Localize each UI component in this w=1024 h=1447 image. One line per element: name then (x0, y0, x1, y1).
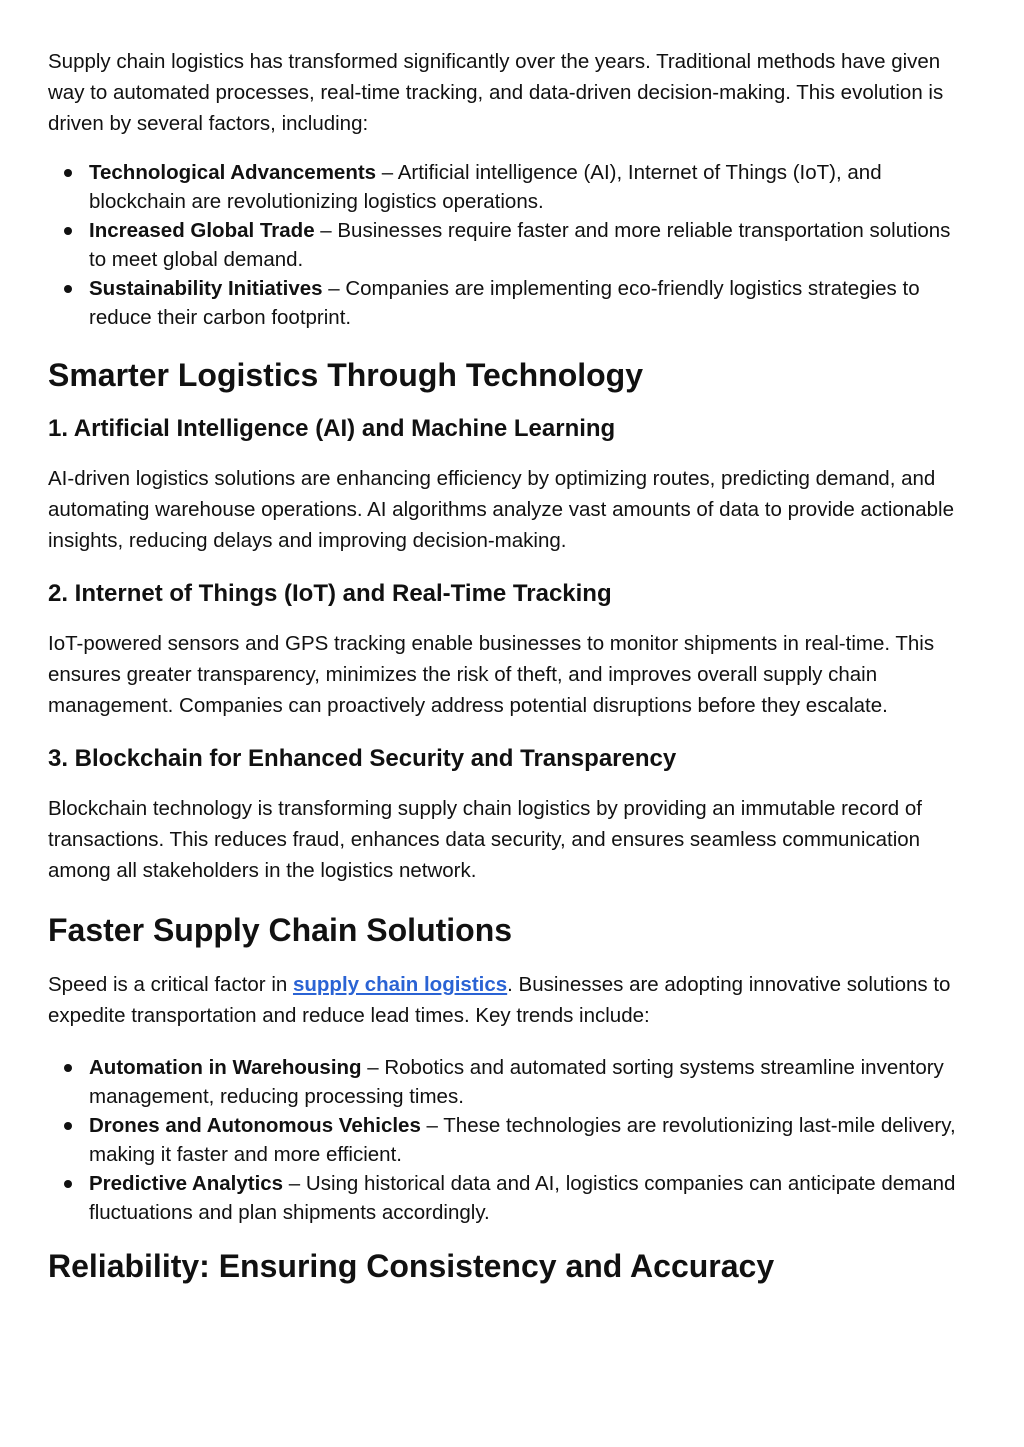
list-item-term: Automation in Warehousing (89, 1056, 362, 1079)
subheading-ai-ml: 1. Artificial Intelligence (AI) and Machine Learning (48, 415, 616, 442)
list-item-text: – Robotics and automated sorting systems streamline inventory management, reducing processing times. (89, 1056, 944, 1108)
list-item (48, 1111, 972, 1169)
list-item-term: Sustainability Initiatives (89, 277, 323, 300)
list-item (48, 216, 972, 274)
list-item-term: Technological Advancements (89, 161, 377, 184)
list-item-term: Drones and Autonomous Vehicles (89, 1114, 421, 1137)
list-item-term: Predictive Analytics (89, 1172, 284, 1195)
iot-paragraph: IoT-powered sensors and GPS tracking enable businesses to monitor shipments in real-time. This ensures greater transparency, minimizes the risk of theft, and improves overall supply chain management. Companies can proactively address potential disruptions before they escalate. (48, 632, 935, 717)
intro-paragraph: Supply chain logistics has transformed significantly over the years. Traditional methods have given way to automated processes, real-time tracking, and data-driven decision-making. This evolution is driven by several factors, including: (48, 50, 944, 135)
list-item (48, 158, 972, 216)
subheading-blockchain: 3. Blockchain for Enhanced Security and Transparency (48, 745, 677, 772)
faster-solutions-paragraph (48, 969, 972, 1031)
supply-chain-logistics-link[interactable]: supply chain logistics (292, 973, 508, 996)
list-item-text: – These technologies are revolutionizing last-mile delivery, making it faster and more efficient. (89, 1114, 956, 1166)
section-heading-faster-solutions: Faster Supply Chain Solutions (48, 912, 513, 948)
list-item-text: – Businesses require faster and more reliable transportation solutions to meet global demand. (89, 219, 951, 271)
subheading-iot: 2. Internet of Things (IoT) and Real-Time Tracking (48, 580, 612, 607)
paragraph-text: . Businesses are adopting innovative solutions to expedite transportation and reduce lead times. Key trends include: (48, 973, 951, 1027)
section-heading-reliability: Reliability: Ensuring Consistency and Accuracy (48, 1248, 775, 1284)
paragraph-text: Speed is a critical factor in (48, 973, 293, 996)
list-item-text: – Artificial intelligence (AI), Internet of Things (IoT), and blockchain are revolutionizing logistics operations. (89, 161, 882, 213)
list-item-term: Increased Global Trade (89, 219, 315, 242)
list-item-text: – Companies are implementing eco-friendly logistics strategies to reduce their carbon footprint. (89, 277, 920, 329)
section-heading-smarter-logistics: Smarter Logistics Through Technology (48, 357, 644, 393)
ai-ml-paragraph: AI-driven logistics solutions are enhancing efficiency by optimizing routes, predicting demand, and automating warehouse operations. AI algorithms analyze vast amounts of data to provide actionable insights, reducing delays and improving decision-making. (48, 467, 954, 552)
list-item (48, 1169, 972, 1227)
trends-bullet-list (48, 1053, 972, 1227)
intro-bullet-list (48, 158, 972, 332)
list-item-text: – Using historical data and AI, logistics companies can anticipate demand fluctuations and plan shipments accordingly. (89, 1172, 956, 1224)
list-item (48, 274, 972, 332)
list-item (48, 1053, 972, 1111)
blockchain-paragraph: Blockchain technology is transforming supply chain logistics by providing an immutable record of transactions. This reduces fraud, enhances data security, and ensures seamless communication among all stakeholders in the logistics network. (48, 797, 922, 882)
